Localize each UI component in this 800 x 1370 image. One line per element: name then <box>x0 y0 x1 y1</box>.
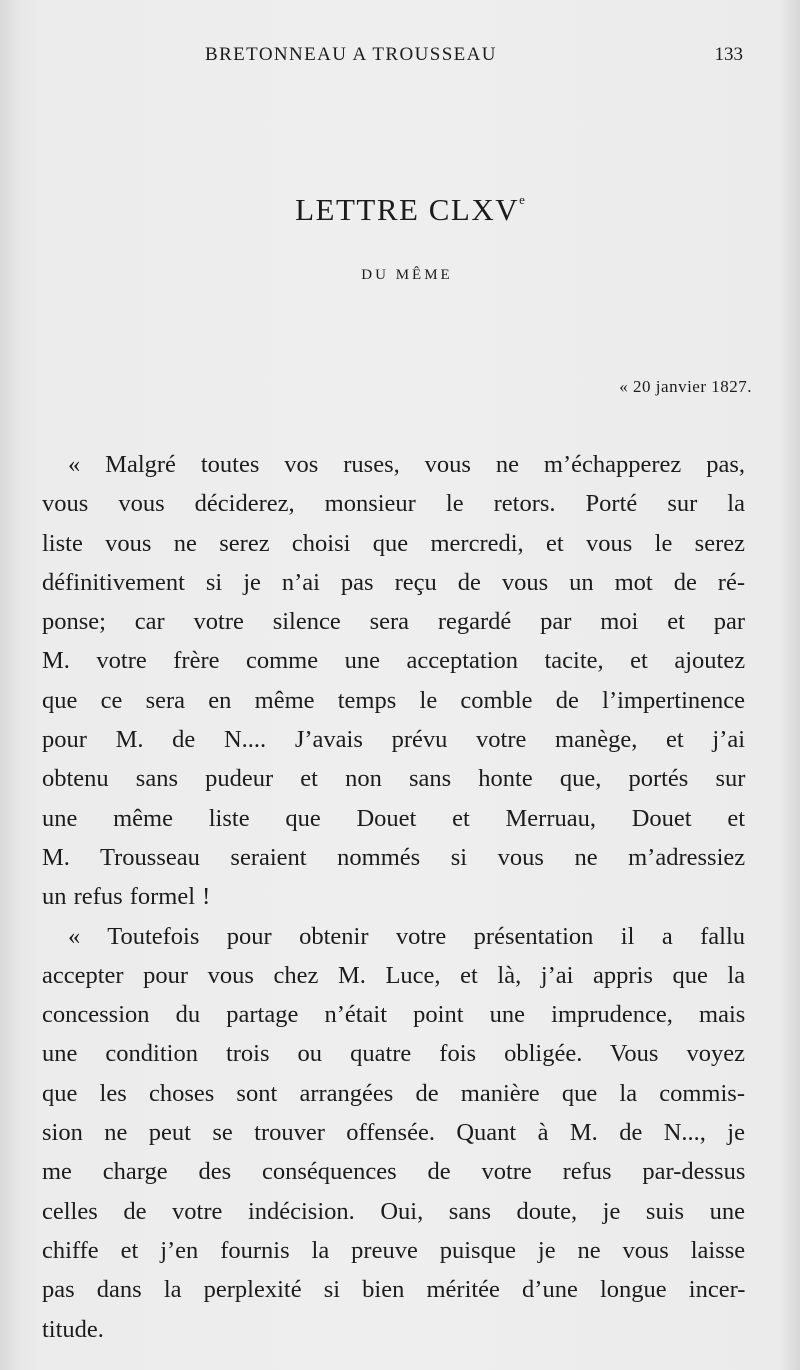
text-line: concession du partage n’était point une imprudence, mais <box>42 1001 746 1029</box>
text-line: « Malgré toutes vos ruses, vous ne m’échapperez pas, <box>68 451 745 478</box>
text-line: sion ne peut se trouver offensée. Quant à M. de N..., je <box>42 1119 745 1147</box>
text-line: un refus formel ! <box>42 883 211 911</box>
letter-title-superscript: e <box>519 192 525 207</box>
letter-title <box>0 192 800 228</box>
text-line: pour M. de N.... J’avais prévu votre manège, et j’ai <box>42 726 746 754</box>
page-number: 133 <box>714 44 743 65</box>
text-line: définitivement si je n’ai pas reçu de vous un mot de ré- <box>42 568 745 596</box>
text-line: chiffe et j’en fournis la preuve puisque je ne vous laisse <box>42 1236 746 1264</box>
text-line: une condition trois ou quatre fois obligée. Vous voyez <box>42 1040 745 1068</box>
running-head-title: BRETONNEAU A TROUSSEAU <box>205 44 497 65</box>
text-line: que les choses sont arrangées de manière que la commis- <box>42 1079 745 1107</box>
letter-body <box>42 445 745 1349</box>
letter-title-text: LETTRE CLXV <box>295 192 520 227</box>
text-line: une même liste que Douet et Merruau, Douet et <box>42 804 746 832</box>
text-line: titude. <box>42 1315 104 1343</box>
text-line: ponse; car votre silence sera regardé par moi et par <box>42 608 745 636</box>
letter-date: « 20 janvier 1827. <box>619 377 752 396</box>
text-line: M. votre frère comme une acceptation tacite, et ajoutez <box>42 647 746 675</box>
text-line: « Toutefois pour obtenir votre présentation il a fallu <box>68 922 745 950</box>
text-line: obtenu sans pudeur et non sans honte que, portés sur <box>42 765 746 793</box>
letter-subtitle: DU MÊME <box>361 267 453 283</box>
text-line: pas dans la perplexité si bien méritée d’une longue incer- <box>42 1276 746 1304</box>
running-head <box>0 44 800 74</box>
text-line: celles de votre indécision. Oui, sans doute, je suis une <box>42 1197 745 1225</box>
text-line: liste vous ne serez choisi que mercredi, et vous le serez <box>42 529 745 557</box>
text-line: accepter pour vous chez M. Luce, et là, j’ai appris que la <box>42 961 746 989</box>
text-line: me charge des conséquences de votre refus par-dessus <box>42 1158 746 1186</box>
text-line: vous vous déciderez, monsieur le retors. Porté sur la <box>42 490 745 518</box>
text-line: M. Trousseau seraient nommés si vous ne m’adressiez <box>42 843 746 871</box>
text-line: que ce sera en même temps le comble de l’impertinence <box>42 686 745 714</box>
